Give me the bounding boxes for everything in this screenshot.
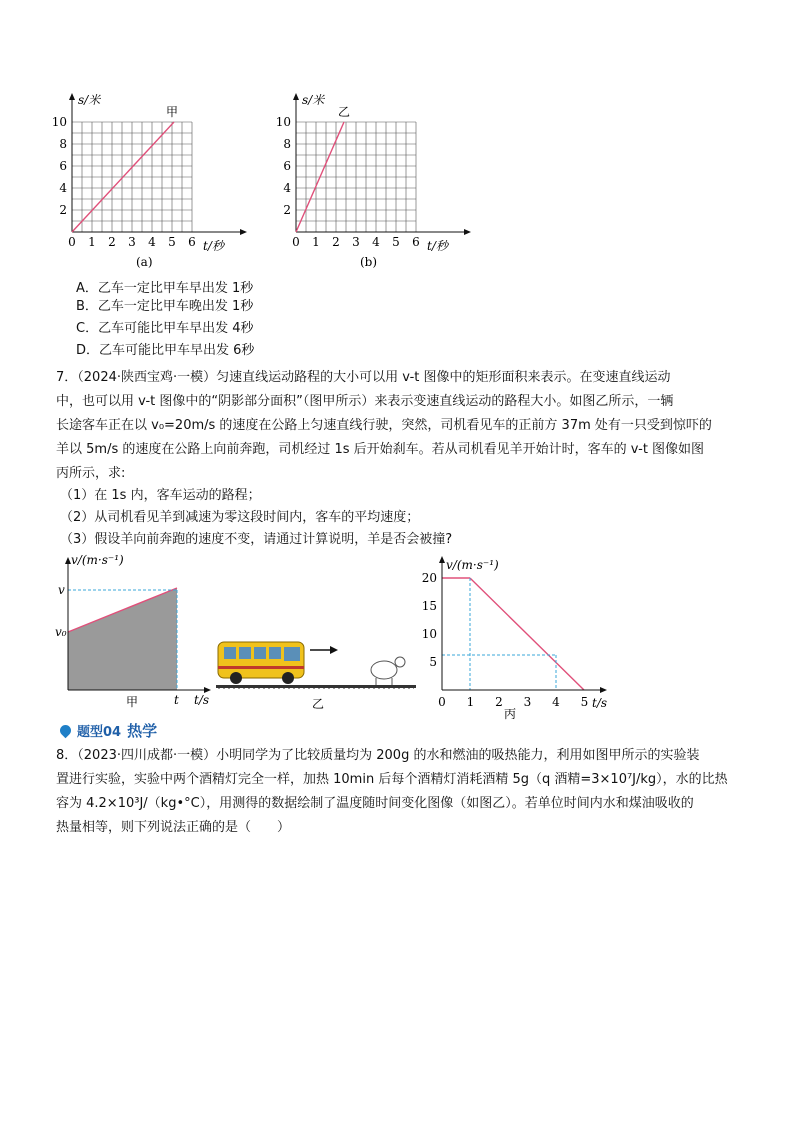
q7-line: 长途客车正在以 v₀=20m/s 的速度在公路上匀速直线行驶，突然，司机看见车的正前方 37m 处有一只受到惊吓的 xyxy=(56,418,712,433)
y-axis-label: s/米 xyxy=(78,93,101,107)
v0-label: v₀ xyxy=(55,625,67,639)
y-tick-label: 4 xyxy=(283,181,291,195)
line-label-yi: 乙 xyxy=(338,105,351,119)
x-tick-label: 0 xyxy=(292,235,300,249)
x-tick-label: 2 xyxy=(108,235,116,249)
t-label: t xyxy=(174,693,179,707)
y-axis-label: v/(m·s⁻¹) xyxy=(71,553,124,567)
q7-line: 羊以 5m/s 的速度在公路上向前奔跑，司机经过 1s 后开始刹车。若从司机看见羊开始计时，客车的 v-t 图像如图 xyxy=(56,442,705,457)
option-c[interactable]: C．乙车可能比甲车早出发 4秒 xyxy=(76,321,254,336)
y-tick-label: 4 xyxy=(59,181,67,195)
v-label: v xyxy=(58,583,65,597)
y-tick-label: 15 xyxy=(421,599,437,613)
velocity-decreasing xyxy=(470,578,584,690)
y-tick-label: 2 xyxy=(283,203,291,217)
figure-a-distance-time-graph xyxy=(50,90,260,270)
question-8 xyxy=(56,744,746,840)
y-tick-label: 6 xyxy=(283,159,291,173)
q7-line: 7．（2024·陕西宝鸡·一模）匀速直线运动路程的大小可以用 v-t 图像中的矩形面积来表示。在变速直线运动 xyxy=(56,370,671,385)
x-tick-label: 3 xyxy=(523,695,532,709)
q8-line: 置进行实验，实验中两个酒精灯完全一样，加热 10min 后每个酒精灯消耗酒精 5g（q 酒精=3×10⁷J/kg），水的比热 xyxy=(56,772,728,787)
caption-b: (b) xyxy=(360,255,378,269)
figure-bing-velocity-graph xyxy=(420,555,620,720)
x-tick-label: 5 xyxy=(392,235,400,249)
caption-bing: 丙 xyxy=(504,707,517,721)
y-axis-label: v/(m·s⁻¹) xyxy=(446,558,499,572)
q8-line: 热量相等，则下列说法正确的是（ ） xyxy=(56,820,291,835)
bus-wheel xyxy=(230,672,242,684)
y-tick-label: 2 xyxy=(59,203,67,217)
grid-a xyxy=(72,122,192,232)
location-pin-icon xyxy=(58,722,74,738)
q7-line: 丙所示，求: xyxy=(56,466,126,481)
x-tick-label: 2 xyxy=(495,695,503,709)
y-tick-label: 8 xyxy=(59,137,67,151)
x-tick-label: 3 xyxy=(352,235,360,249)
q7-line: 中，也可以用 v-t 图像中的“阴影部分面积”（图甲所示）来表示变速直线运动的路程大小。如图乙所示，一辆 xyxy=(56,394,674,409)
x-tick-label: 0 xyxy=(68,235,76,249)
x-tick-label: 4 xyxy=(372,235,380,249)
section-header xyxy=(60,720,157,740)
x-axis-label: t/s xyxy=(194,693,210,707)
y-tick-label: 20 xyxy=(421,571,437,585)
x-tick-label: 6 xyxy=(412,235,420,249)
x-tick-label: 1 xyxy=(466,695,475,709)
x-tick-label: 6 xyxy=(188,235,196,249)
q7-subquestion-1: （1）在 1s 内，客车运动的路程； xyxy=(60,488,261,503)
x-tick-label: 1 xyxy=(312,235,320,249)
x-tick-label: 3 xyxy=(128,235,136,249)
shaded-area xyxy=(68,588,177,690)
y-tick-label: 6 xyxy=(59,159,67,173)
caption-yi: 乙 xyxy=(312,697,325,711)
section-label: 题型04 xyxy=(77,724,122,740)
x-axis-label: t/s xyxy=(592,696,608,710)
y-axis-label: s/米 xyxy=(302,93,325,107)
y-tick-label: 10 xyxy=(275,115,291,129)
figure-yi-bus-and-sheep xyxy=(212,630,422,712)
road xyxy=(216,685,416,688)
y-tick-label: 10 xyxy=(421,627,437,641)
section-title: 热学 xyxy=(127,721,158,740)
x-tick-label: 4 xyxy=(148,235,156,249)
q8-line: 容为 4.2×10³J/（kg•°C），用测得的数据绘制了温度随时间变化图像（如图乙）。若单位时间内水和煤油吸收的 xyxy=(56,796,694,811)
x-axis-label: t/秒 xyxy=(427,239,448,253)
y-tick-label: 5 xyxy=(429,655,437,669)
option-d[interactable]: D．乙车可能比甲车早出发 6秒 xyxy=(76,343,255,358)
x-tick-label: 4 xyxy=(552,695,560,709)
x-tick-label: 2 xyxy=(332,235,340,249)
grid-b xyxy=(296,122,416,232)
q8-line: 8．（2023·四川成都·一模）小明同学为了比较质量均为 200g 的水和燃油的吸热能力，利用如图甲所示的实验装 xyxy=(56,748,700,763)
y-tick-label: 10 xyxy=(51,115,67,129)
q7-subquestion-2: （2）从司机看见羊到减速为零这段时间内，客车的平均速度； xyxy=(60,510,420,525)
x-tick-label: 1 xyxy=(88,235,96,249)
x-tick-label: 5 xyxy=(580,695,589,709)
line-label-jia: 甲 xyxy=(166,105,179,119)
q7-subquestion-3: （3）假设羊向前奔跑的速度不变，请通过计算说明，羊是否会被撞? xyxy=(60,532,453,547)
x-tick-label: 5 xyxy=(168,235,176,249)
caption-jia: 甲 xyxy=(126,695,139,709)
option-b[interactable]: B．乙车一定比甲车晚出发 1秒 xyxy=(76,299,254,314)
question-7 xyxy=(56,366,746,486)
option-a[interactable]: A．乙车一定比甲车早出发 1秒 xyxy=(76,281,254,296)
figure-b-distance-time-graph xyxy=(274,90,484,270)
x-tick-label: 0 xyxy=(438,695,446,709)
x-axis-label: t/秒 xyxy=(203,239,224,253)
caption-a: (a) xyxy=(136,255,153,269)
bus-wheel xyxy=(282,672,294,684)
y-tick-label: 8 xyxy=(283,137,291,151)
figure-jia-velocity-graph xyxy=(54,550,214,710)
sheep-icon xyxy=(371,657,405,686)
